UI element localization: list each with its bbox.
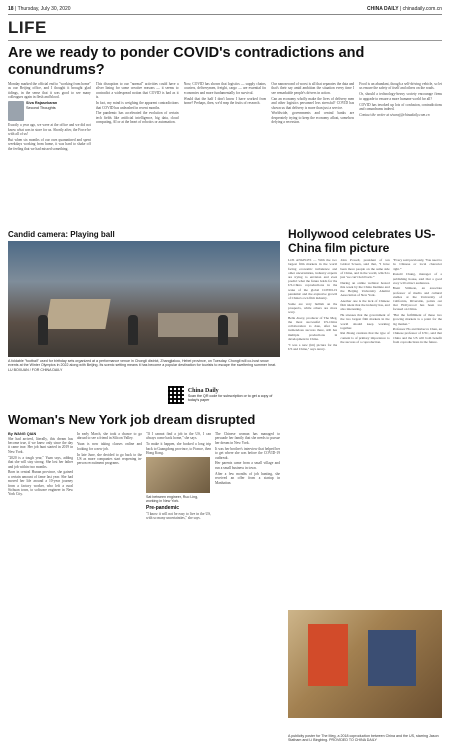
- qr-promo: [168, 386, 282, 404]
- candid-camera-heading: Candid camera: Playing ball: [8, 230, 115, 239]
- poster-shape-2: [368, 630, 416, 686]
- folio-paper: CHINA DAILY | chinadaily.com.cn: [366, 6, 442, 12]
- hollywood-story: [288, 228, 442, 524]
- story2-subhead: Pre-pandemic: [146, 504, 180, 511]
- story2-byline: By WANG QIAN: [8, 432, 37, 436]
- hollywood-columns: [288, 258, 442, 524]
- person-figure: [128, 315, 138, 345]
- story2-column-3: "If I cannot find a job in the US, I can always come back home," she says. To make it happen, she booked a long trip back to Guangdong province, to France, then Hong Kong. Sat between engineer, Ruo Ling, working in New York. Pre-pandemic "I know it will not be easy to live in the US, with so many uncertainties," she says.: [146, 432, 211, 521]
- columnist-byline: [8, 101, 91, 121]
- story2-column-1: By WANG QIAN She had arrived, literally, this dream has become true, if we knew only since the day it came true. Her job hunt started in 2019 in New York. "2020 is a tough year," Yuan says, adding that she will stay strong. She lost her father and job within two months. Born in central Hunan province, she gained a certain amount of fame last year. She had moved her life around a 10-year journey from a factory worker, who left a rural Sichuan town, to software engineer in New York City.: [8, 432, 73, 497]
- football-photo: [8, 241, 280, 357]
- hollywood-headline: Hollywood celebrates US-China film picture: [288, 227, 436, 255]
- lead-column-5: Food is an abundant, though a self-driving vehicle, so let us ensure the safety of itself and others on the roads. Or, should a technology-heavy society encourage firms to upgrade to ensure a more humane world for all? COVID has invoked up lots of confusion, contradictions and conundrums indeed. Contact the writer at sivaraj@chinadaily.com.cn: [359, 82, 442, 117]
- stand-shape: [45, 299, 110, 329]
- china-daily-logo: China Daily: [187, 387, 219, 394]
- qr-code-icon[interactable]: [168, 386, 184, 404]
- story2-column-2: In early March, she took a chance to go abroad to see a friend in Silicon Valley. Yuan is now taking classes online and looking for a new job. In late June, she decided to go back to the US as more companies start reopening in-person recruitment programs.: [77, 432, 142, 466]
- qr-promo-text: Scan the QR code for subscription or to get a copy of today's paper: [187, 393, 273, 402]
- woman-photo: [146, 457, 210, 493]
- hollywood-column-1: LOS ANGELES — With the two largest film markets in the world facing economic turbulence and other uncertainties, industry experts are trying to envision and even predict what the future holds for the US-China coproductions in the wake of the global COVID-19 pandemic and the explosive growth of China's own film industry. Some are very bullish on the prospects, while others are more wary. Belle Avery, producer of The Meg, the most successful US-China collaboration to date, after her tremendous success there, still has multiple productions in development in China. "I was a new (hit) picture for the US and China," says Avery.: [288, 258, 338, 351]
- hollywood-column-3: "Every said previously, 'You need to do Chinese or local character right.'" Ronald Chung, manager of a publishing house, said that a good story will attract audiences. Brent Stimson, an associate professor of media and cultural studies at the University of California, Riverside, points out that Hollywood has been too focused on China. "But the fulfillment of these two growing markets is a point for the big market." Professor Ho and Rebecca Chen, an Chinese professor of USC, said that China and the US will both benefit from coproductions in the future.: [392, 258, 442, 344]
- folio-bar: [8, 6, 442, 15]
- person-figure: [38, 315, 48, 345]
- story2-columns: [8, 432, 280, 737]
- poster-shape: [308, 624, 348, 686]
- candid-camera-block: [8, 230, 280, 372]
- hollywood-column-2: John Powell, president of ten Global Screen, said that, "I have been more people on the same side of China, and in the world, which is just 'we can't hold back.'" During an online webinar hosted this week by the China Institute and the Beijing University Alumni Association of New York. Another one is the lack of Chinese film talent that the industry has, and also interesting. He stresses that the government of the two largest film markets in the world should keep working together. Rui Zhang cautions that the type of content is of primary importance to the success of a coproduction.: [340, 258, 390, 344]
- section-title: LIFE: [8, 18, 442, 41]
- story2-headline: Woman's New York job dream disrupted: [8, 412, 256, 427]
- lead-story-columns: [8, 82, 442, 240]
- columnist-name: Siva Rajasekaran: [26, 101, 58, 106]
- lead-column-2: This disruption to our "normal" activities could have a silver lining for some creative reasons — it seems to contradict a widespread notion that COVID is bad as it is. In fact, my mind is weighing the apparent contradictions that COVID has unleashed in recent months. The pandemic has accelerated the evolution of certain tech fields like artificial intelligence, big data, cloud computing, AI or at the heart of robotics or automation.: [95, 82, 179, 125]
- lead-headline: Are we ready to ponder COVID's contradictions and conundrums?: [8, 45, 365, 78]
- hollywood-photo-block: [288, 610, 442, 718]
- movie-poster-photo: [288, 610, 442, 718]
- story2-photo-caption: Sat between engineer, Ruo Ling, working in New York.: [146, 495, 199, 504]
- photo-caption: A foldable "football" used for birthday sets organized at a performance venue in Chongli district, Zhangjiakou, Hebei province, on Tuesday. Chongli will co-host snow events at the Winter Olympics in 2022 along with Beijing. Its scenic setting means it has become a popular destination for tourists to escape the sweltering summer heat. LU BOXUAN / FOR CHINA DAILY: [8, 359, 277, 372]
- hollywood-photo-caption: A publicity poster for The Meg, a 2018 coproduction between China and the US, starring Jason Statham and Li Bingbing. PROVIDED TO CHINA DAILY: [288, 734, 439, 743]
- lead-column-4: Our nanosecond of worst is all that separates the data and that's their say amid ambition the situation every time I see remarkable people's drivers in action. Can an economy wholly make the lives of delivery men and other logistics personnel less stressful? COVID has shown us that delivery is more than just a service. Worldwide, governments and central banks are desperately trying to keep the economy afloat, somehow defying a recession.: [271, 82, 355, 125]
- story2-column-4: The Chinese woman has managed to persuade her family that she needs to pursue her dream in New York. It was her brother's interview that helped her to get where she was before the COVID-19 outbreak. Her parents came from a small village and run a small business in town. After a few months of job hunting, she received an offer from a startup in Manhattan.: [215, 432, 280, 485]
- columnist-avatar: [8, 101, 24, 121]
- lead-column-1: Monday marked the official end to "working from home" as our Beijing office, and I thought it brought glad tidings, in the sense that it was good to see many colleagues again in flesh and blood. Siva Rajasekaran Second Thoughts Exactly a year ago, we were at the office and we did not know what was in store for us. Shortly after, the Force be with all of us! But when six months of our own quarantined and spent weekdays working from home, it was hard to shake off the feeling that we had missed something.: [8, 82, 91, 151]
- lead-column-3: Now, COVID has shown that logistics — supply chains, couriers, deliverymen, freight, cargo — are essential for economies and more fundamentally for survival. Would that the half I don't know I have worked from home? Perhaps, then, we'd reap the fruits of research.: [183, 82, 267, 106]
- person-figure: [218, 315, 228, 345]
- columnist-role: Second Thoughts: [26, 105, 56, 110]
- folio-page-date: 18 | Thursday, July 30, 2020: [8, 6, 71, 12]
